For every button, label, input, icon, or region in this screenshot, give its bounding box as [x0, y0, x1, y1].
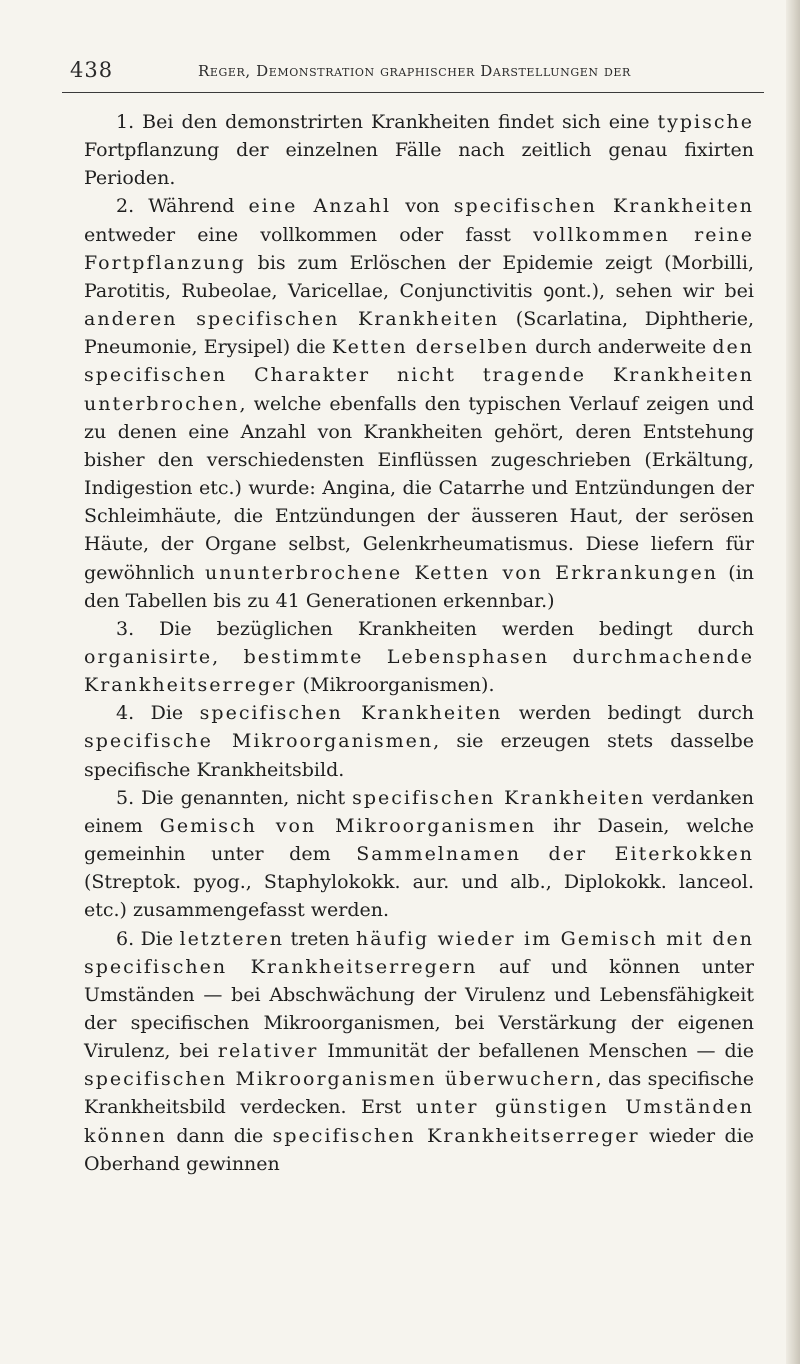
- emphasis-run: specifischen Krankheiten: [199, 702, 503, 725]
- text-run: ihr Dasein, welche gemeinhin unter dem: [84, 814, 754, 866]
- paragraph-6: [84, 925, 754, 1178]
- running-head: Reger, Demonstration graphischer Darstellungen der: [198, 62, 631, 80]
- text-run: entweder eine vollkommen oder fasst: [84, 223, 534, 246]
- page-edge: [786, 0, 800, 1364]
- text-run: wieder die Oberhand gewinnen: [84, 1124, 755, 1175]
- emphasis-run: den specifischen Charakter nicht tragende Krankheiten unterbrochen: [84, 336, 754, 415]
- text-run: , welche ebenfalls den typischen Verlauf zeigen und zu denen eine Anzahl von Krankheiten gehört, deren Entstehung bisher den verschiedensten Einflüssen zugeschrieben (Erkältung, Indigestion etc.) wurde: Angina, die Catarrhe und Entzündungen der Schleimhäute, die Entzündungen der äusseren Haut, der serösen Häute, der Organe selbst, Gelenkrheumatismus. Diese liefern für gewöhnlich: [84, 392, 754, 584]
- emphasis-run: specifischen Krankheiten: [352, 786, 646, 809]
- paragraph-2: [84, 192, 754, 614]
- text-run: 4. Die: [116, 702, 200, 725]
- text-run: auf und können unter Umständen — bei Abschwächung der Virulenz und Lebensfähigkeit der specifischen Mikroorganismen, bei Verstärkung der eigenen Virulenz, bei: [84, 955, 755, 1063]
- text-run: , sie erzeugen stets dasselbe specifische Krankheitsbild.: [84, 730, 754, 781]
- text-run: 1. Bei den demonstrirten Krankheiten findet sich eine: [116, 111, 658, 133]
- text-run: , das specifische Krankheitsbild verdecken. Erst: [84, 1068, 755, 1119]
- emphasis-run: unter günstigen Umständen können: [84, 1096, 754, 1147]
- text-run: durch anderweite: [528, 336, 713, 359]
- text-run: Immunität der befallenen Menschen — die: [318, 1040, 755, 1063]
- emphasis-run: typische: [657, 111, 754, 133]
- emphasis-run: anderen specifischen Krankheiten: [84, 308, 500, 331]
- emphasis-run: Gemisch von Mikroorganismen: [159, 814, 537, 837]
- text-run: Fortpflanzung der einzelnen Fälle nach zeitlich genau fixirten Perioden.: [84, 139, 754, 190]
- emphasis-run: letzteren: [179, 927, 285, 950]
- text-run: 5. Die genannten, nicht: [116, 786, 353, 809]
- paragraph-3: [84, 615, 754, 699]
- emphasis-run: relativer: [217, 1040, 319, 1063]
- emphasis-run: Sammelnamen der Eiterkokken: [356, 843, 754, 866]
- emphasis-run: organisirte, bestimmte Lebensphasen durchmachende Krankheitserreger: [84, 645, 754, 697]
- body-text: [84, 108, 754, 1178]
- text-run: bis zum Erlöschen der Epidemie zeigt (Morbilli, Parotitis, Rubeolae, Varicellae, Conjunctivitis ꝯont.), sehen wir bei: [84, 251, 754, 302]
- emphasis-run: häufig wieder im Gemisch mit den specifischen Krankheitserregern: [84, 927, 755, 978]
- text-run: verdanken einem: [84, 786, 754, 837]
- text-run: (Mikroorganismen).: [296, 674, 495, 697]
- text-run: 2. Während: [116, 195, 249, 218]
- text-run: (Scarlatina, Diphtherie, Pneumonie, Erysipel) die: [84, 308, 754, 359]
- text-run: treten: [284, 927, 356, 950]
- emphasis-run: eine Anzahl: [248, 195, 392, 218]
- emphasis-run: specifischen Krankheiten: [453, 195, 754, 218]
- emphasis-run: specifischen Krankheitserreger: [272, 1124, 640, 1147]
- text-run: 6. Die: [116, 927, 180, 950]
- header-rule: [62, 92, 764, 93]
- page-header: [70, 58, 760, 90]
- text-run: (in den Tabellen bis zu 41 Generationen erkennbar.): [84, 561, 755, 612]
- emphasis-run: Ketten derselben: [331, 336, 529, 359]
- text-run: von: [391, 195, 454, 218]
- paragraph-5: [84, 784, 754, 925]
- emphasis-run: specifische Mikroorganismen: [84, 730, 434, 753]
- paragraph-1: [84, 108, 754, 192]
- paragraph-4: [84, 699, 754, 783]
- emphasis-run: specifischen Mikroorganismen überwuchern: [84, 1068, 596, 1091]
- text-run: werden bedingt durch: [502, 702, 754, 725]
- text-run: 3. Die bezüglichen Krankheiten werden bedingt durch: [116, 617, 754, 640]
- emphasis-run: ununterbrochene Ketten von Erkrankungen: [204, 561, 718, 584]
- emphasis-run: vollkommen reine Fortpflanzung: [84, 223, 754, 274]
- text-run: (Streptok. pyog., Staphylokokk. aur. und alb., Diplokokk. lanceol. etc.) zusammengefasst werden.: [84, 871, 754, 922]
- text-run: dann die: [166, 1124, 273, 1147]
- page-number: 438: [70, 58, 114, 82]
